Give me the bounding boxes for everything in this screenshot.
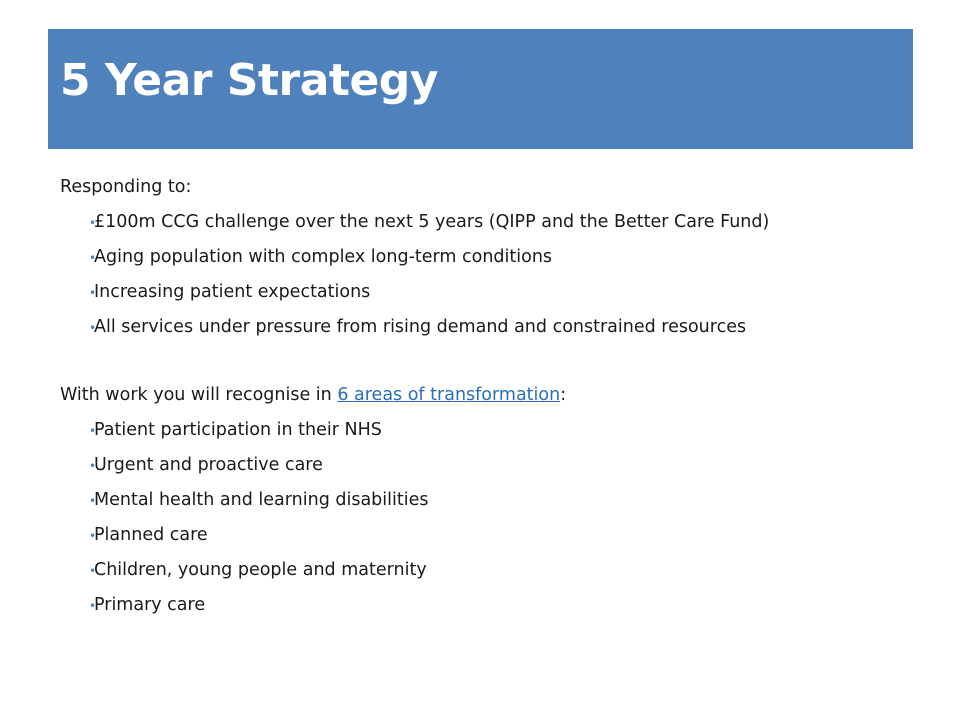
challenge-text: Aging population with complex long-term conditions xyxy=(94,247,553,267)
bullet-icon: • xyxy=(89,286,97,300)
area-text: Primary care xyxy=(94,595,206,615)
transformation-link[interactable]: 6 areas of transformation xyxy=(337,385,561,405)
bullet-icon: • xyxy=(89,529,97,543)
area-text: Children, young people and maternity xyxy=(94,560,427,580)
bullet-icon: • xyxy=(89,216,97,230)
challenge-text: All services under pressure from rising demand and constrained resources xyxy=(94,317,747,337)
bullet-icon: • xyxy=(89,251,97,265)
area-text: Urgent and proactive care xyxy=(94,455,323,475)
area-text: Patient participation in their NHS xyxy=(94,420,382,440)
bullet-icon: • xyxy=(89,564,97,578)
bullet-icon: • xyxy=(89,321,97,335)
area-text: Mental health and learning disabilities xyxy=(94,490,429,510)
transformation-intro-suffix: : xyxy=(560,385,567,405)
area-text: Planned care xyxy=(94,525,208,545)
intro-text: Responding to: xyxy=(60,177,192,197)
challenge-text: Increasing patient expectations xyxy=(94,282,371,302)
bullet-icon: • xyxy=(89,459,97,473)
bullet-icon: • xyxy=(89,494,97,508)
bullet-icon: • xyxy=(89,599,97,613)
transformation-intro xyxy=(60,387,566,405)
transformation-intro-prefix: With work you will recognise in xyxy=(60,385,338,405)
challenge-text: £100m CCG challenge over the next 5 years (QIPP and the Better Care Fund) xyxy=(94,212,770,232)
title-banner xyxy=(48,29,913,149)
slide-title: 5 Year Strategy xyxy=(60,55,438,106)
bullet-icon: • xyxy=(89,424,97,438)
